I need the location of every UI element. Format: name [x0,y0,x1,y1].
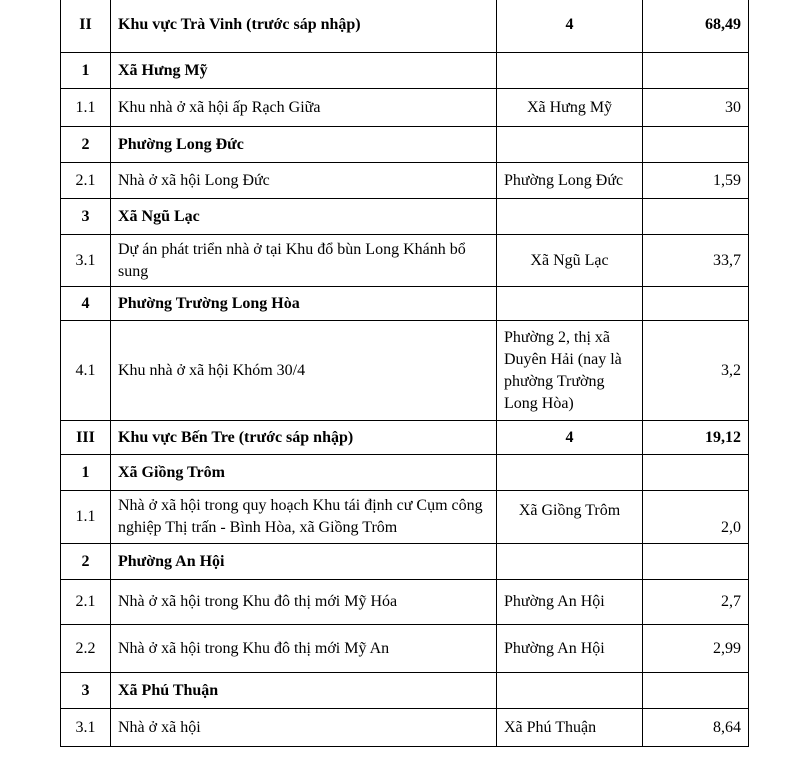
project-count: 4 [497,0,643,53]
row-number: 1 [61,455,111,491]
location-cell: Phường An Hội [497,625,643,673]
project-name: Khu nhà ở xã hội ấp Rạch Giữa [111,89,497,127]
area-cell: 33,7 [643,235,749,287]
area-cell [643,673,749,709]
area-cell: 30 [643,89,749,127]
project-name: Nhà ở xã hội trong quy hoạch Khu tái định cư Cụm công nghiệp Thị trấn - Bình Hòa, xã Giồng Trôm [111,491,497,544]
group-row [61,127,749,163]
row-number: III [61,421,111,455]
project-name: Nhà ở xã hội trong Khu đô thị mới Mỹ Hóa [111,580,497,625]
row-number: 2 [61,544,111,580]
region-row [61,0,749,53]
row-title: Xã Ngũ Lạc [111,199,497,235]
area-cell: 8,64 [643,709,749,747]
location-cell: Xã Giồng Trôm [497,491,643,544]
group-row [61,544,749,580]
project-count: 4 [497,421,643,455]
housing-projects-table [60,0,749,747]
row-title: Xã Hưng Mỹ [111,53,497,89]
area-cell: 2,7 [643,580,749,625]
location-cell [497,544,643,580]
location-cell [497,53,643,89]
location-cell [497,673,643,709]
row-number: 1 [61,53,111,89]
location-cell: Xã Ngũ Lạc [497,235,643,287]
table-row [61,625,749,673]
table-row [61,89,749,127]
area-total: 19,12 [643,421,749,455]
area-cell [643,199,749,235]
row-title: Khu vực Bến Tre (trước sáp nhập) [111,421,497,455]
table-row [61,235,749,287]
area-cell: 1,59 [643,163,749,199]
area-cell: 3,2 [643,321,749,421]
project-name: Nhà ở xã hội Long Đức [111,163,497,199]
area-cell: 2,99 [643,625,749,673]
row-number: 2.1 [61,580,111,625]
project-name: Nhà ở xã hội [111,709,497,747]
table-row [61,709,749,747]
project-name: Dự án phát triển nhà ở tại Khu đổ bùn Long Khánh bổ sung [111,235,497,287]
table-row [61,321,749,421]
project-name: Khu nhà ở xã hội Khóm 30/4 [111,321,497,421]
row-number: 3 [61,673,111,709]
row-number: 3.1 [61,235,111,287]
region-row [61,421,749,455]
project-name: Nhà ở xã hội trong Khu đô thị mới Mỹ An [111,625,497,673]
row-title: Xã Giồng Trôm [111,455,497,491]
table-row [61,491,749,544]
location-cell: Xã Hưng Mỹ [497,89,643,127]
row-title: Khu vực Trà Vinh (trước sáp nhập) [111,0,497,53]
area-cell [643,455,749,491]
row-number: 3.1 [61,709,111,747]
row-title: Xã Phú Thuận [111,673,497,709]
area-cell [643,287,749,321]
location-cell [497,455,643,491]
group-row [61,455,749,491]
row-number: 4 [61,287,111,321]
group-row [61,53,749,89]
area-cell [643,127,749,163]
location-cell [497,127,643,163]
group-row [61,199,749,235]
location-cell: Phường An Hội [497,580,643,625]
area-cell: 2,0 [643,491,749,544]
row-number: 4.1 [61,321,111,421]
row-number: 2 [61,127,111,163]
row-title: Phường Long Đức [111,127,497,163]
location-cell [497,199,643,235]
group-row [61,673,749,709]
row-number: 2.1 [61,163,111,199]
location-cell: Xã Phú Thuận [497,709,643,747]
row-number: 3 [61,199,111,235]
table-row [61,163,749,199]
row-title: Phường Trường Long Hòa [111,287,497,321]
area-total: 68,49 [643,0,749,53]
row-number: 1.1 [61,491,111,544]
row-number: 2.2 [61,625,111,673]
area-cell [643,544,749,580]
location-cell: Phường Long Đức [497,163,643,199]
row-number: II [61,0,111,53]
location-cell: Phường 2, thị xã Duyên Hải (nay là phường Trường Long Hòa) [497,321,643,421]
group-row [61,287,749,321]
row-number: 1.1 [61,89,111,127]
location-cell [497,287,643,321]
row-title: Phường An Hội [111,544,497,580]
table-row [61,580,749,625]
area-cell [643,53,749,89]
